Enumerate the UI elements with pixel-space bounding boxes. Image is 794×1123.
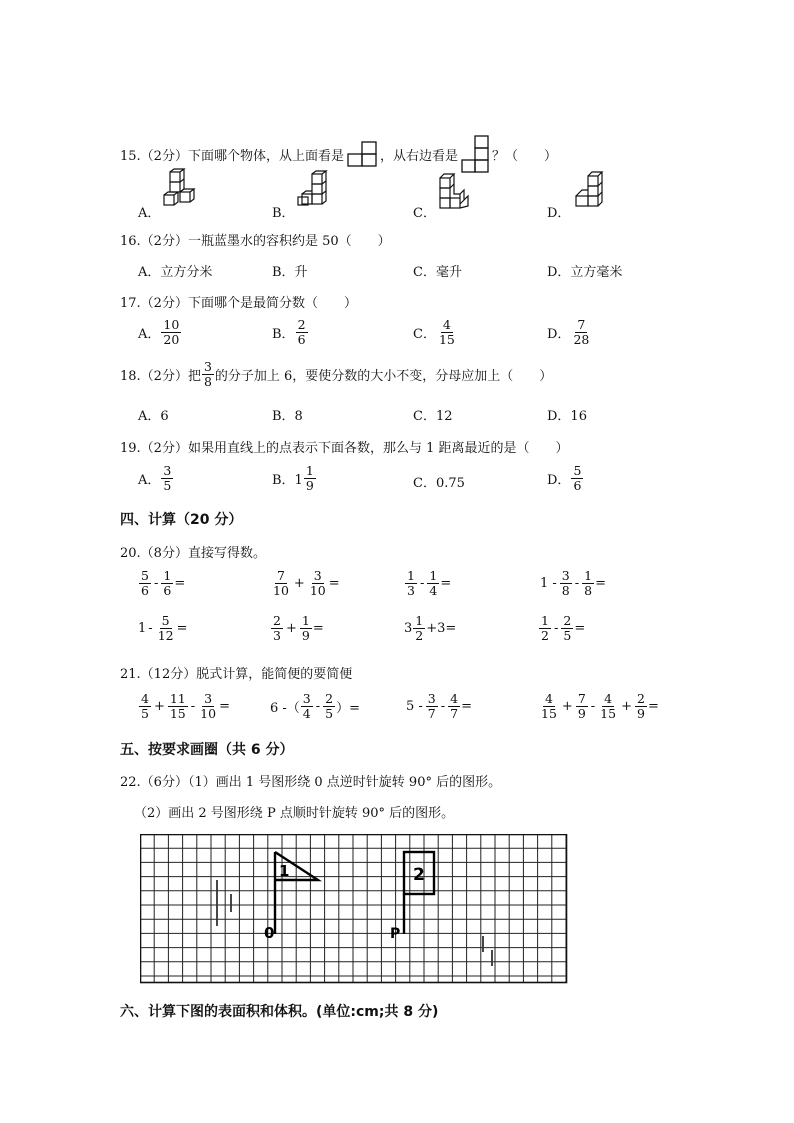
prefix: 1	[138, 621, 147, 636]
q19-option-a-label: A．	[138, 473, 161, 488]
q19-option-d	[547, 464, 584, 493]
prefix: 3	[404, 621, 413, 636]
equals-sign: =	[647, 699, 659, 714]
operator: -	[440, 699, 446, 714]
numerator: 4	[604, 691, 613, 706]
cubes-b-icon	[296, 170, 330, 208]
q16-text: 16.（2分）一瓶蓝墨水的容积约是 50（ ）	[120, 234, 391, 249]
fraction	[168, 692, 188, 721]
numerator: 11	[169, 691, 186, 706]
numerator: 3	[163, 463, 172, 478]
rotation-grid	[140, 834, 568, 984]
fraction	[576, 692, 588, 721]
equals-sign: =	[328, 576, 340, 591]
q17-option-c-label: C．	[413, 327, 436, 342]
fraction	[427, 569, 439, 598]
denominator: 6	[297, 332, 306, 347]
numerator: 3	[427, 691, 436, 706]
fraction	[139, 569, 151, 598]
numerator: 2	[297, 317, 306, 332]
q15-option-c-label: C．	[413, 206, 436, 221]
operator: +	[153, 699, 165, 714]
fraction	[161, 318, 181, 347]
q15-text-b: ，从右边看是	[379, 148, 458, 164]
section-6-heading: 六、计算下图的表面积和体积。(单位:cm;共 8 分)	[120, 1004, 439, 1020]
top-view-icon	[347, 141, 377, 167]
numerator: 3	[302, 691, 311, 706]
q17-option-b-label: B．	[272, 327, 295, 342]
q17-option-a	[138, 318, 182, 347]
q20-text: 20.（8分）直接写得数。	[120, 546, 266, 561]
operator: -	[153, 576, 159, 591]
numerator: 10	[163, 317, 180, 332]
cubes-a-icon	[162, 168, 196, 208]
fraction	[304, 464, 316, 493]
denominator: 2	[415, 628, 424, 643]
suffix: ）=	[336, 701, 361, 716]
suffix: +3=	[426, 621, 457, 636]
equals-sign: =	[219, 699, 230, 714]
denominator: 9	[301, 628, 310, 643]
q17-option-d	[547, 318, 592, 347]
q20-expr-1	[138, 569, 185, 598]
denominator: 15	[541, 706, 557, 721]
denominator: 10	[309, 583, 326, 598]
numerator: 1	[415, 613, 424, 628]
q15-option-b-label: B．	[272, 206, 295, 221]
operator: -	[419, 576, 425, 591]
fraction	[198, 692, 218, 721]
numerator: 3	[313, 568, 322, 583]
q19-option-b	[272, 464, 317, 493]
denominator: 6	[141, 583, 149, 598]
denominator: 7	[427, 706, 436, 721]
fraction	[156, 614, 176, 643]
numerator: 2	[273, 613, 281, 628]
q19-text: 19.（2分）如果用直线上的点表示下面各数，那么与 1 距离最近的是（ ）	[120, 441, 569, 456]
q19-option-c: C．0.75	[413, 476, 465, 491]
denominator: 15	[600, 706, 617, 721]
denominator: 15	[438, 332, 455, 347]
q16-option-d: D．立方毫米	[547, 265, 623, 280]
numerator: 3	[561, 568, 570, 583]
fraction	[308, 569, 328, 598]
denominator: 3	[407, 583, 415, 598]
denominator: 5	[141, 706, 149, 721]
shape-2-label: 2	[413, 865, 425, 885]
equals-sign: =	[461, 699, 473, 714]
right-view-icon	[460, 134, 490, 174]
numerator: 1	[407, 568, 415, 583]
denominator: 9	[577, 706, 586, 721]
denominator: 7	[450, 706, 459, 721]
fraction	[571, 464, 583, 493]
operator: +	[293, 576, 305, 591]
numerator: 2	[636, 691, 645, 706]
q15-text-a: 15.（2分）下面哪个物体，从上面看是	[120, 148, 344, 164]
numerator: 4	[450, 691, 459, 706]
q22-line-1: 22.（6分）（1）画出 1 号图形绕 0 点逆时针旋转 90° 后的图形。	[120, 775, 502, 790]
denominator: 6	[573, 478, 582, 493]
q19-option-b-label: B．1	[272, 473, 303, 488]
fraction	[161, 569, 173, 598]
numerator: 7	[577, 691, 586, 706]
equals-sign: =	[176, 621, 188, 636]
denominator: 3	[273, 628, 281, 643]
q15-text-c: ？（ ）	[491, 148, 557, 164]
fraction	[635, 692, 647, 721]
fraction	[426, 692, 438, 721]
cubes-c-icon	[436, 172, 472, 212]
numerator: 5	[573, 463, 582, 478]
q18-option-b: B．8	[272, 409, 303, 424]
fraction	[202, 360, 214, 389]
point-o-label: 0	[264, 924, 275, 942]
fraction	[301, 692, 313, 721]
numerator: 4	[544, 691, 553, 706]
fraction	[560, 569, 572, 598]
point-p-label: P	[390, 926, 401, 942]
q15-option-d-label: D．	[547, 206, 571, 221]
q20-expr-4	[538, 569, 606, 598]
denominator: 12	[157, 628, 174, 643]
numerator: 1	[163, 568, 172, 583]
operator: -	[590, 699, 596, 714]
denominator: 20	[163, 332, 180, 347]
numerator: 7	[577, 317, 586, 332]
equals-sign: =	[574, 621, 586, 636]
operator: +	[285, 621, 297, 636]
cubes-d-icon	[572, 170, 606, 210]
fraction	[161, 464, 173, 493]
q18-question	[120, 360, 552, 389]
shape-1-label: 1	[279, 862, 290, 880]
q17-text: 17.（2分）下面哪个是最简分数（ ）	[120, 296, 357, 311]
numerator: 1	[584, 568, 593, 583]
denominator: 8	[584, 583, 593, 598]
denominator: 6	[163, 583, 172, 598]
q18-option-d: D．16	[547, 409, 587, 424]
prefix: 6 -（	[270, 701, 300, 716]
q18-post: 的分子加上 6，要使分数的大小不变，分母应加上（ ）	[214, 369, 553, 384]
fraction	[413, 614, 425, 643]
q18-pre: 18.（2分）把	[120, 369, 201, 384]
denominator: 9	[636, 706, 645, 721]
fraction	[405, 569, 417, 598]
denominator: 10	[273, 583, 289, 598]
numerator: 3	[204, 691, 213, 706]
q21-expr-4	[538, 692, 659, 721]
operator: -	[190, 699, 196, 714]
section-4-heading: 四、计算（20 分）	[120, 512, 243, 528]
fraction	[539, 614, 551, 643]
fraction	[271, 569, 291, 598]
equals-sign: =	[595, 576, 607, 591]
fraction	[139, 692, 151, 721]
q18-option-a: A．6	[138, 409, 169, 424]
equals-sign: =	[312, 621, 324, 636]
numerator: 2	[563, 613, 572, 628]
numerator: 4	[442, 317, 451, 332]
q19-option-a	[138, 464, 174, 493]
prefix: 5 -	[406, 699, 423, 714]
numerator: 7	[276, 568, 285, 583]
denominator: 8	[203, 374, 212, 389]
q17-option-b	[272, 318, 309, 347]
q20-expr-5	[138, 614, 188, 643]
q18-option-c: C．12	[413, 409, 453, 424]
fraction	[539, 692, 559, 721]
q21-expr-2	[270, 692, 360, 721]
fraction	[323, 692, 335, 721]
q20-expr-3	[404, 569, 451, 598]
fraction	[448, 692, 460, 721]
denominator: 10	[200, 706, 217, 721]
operator: -	[148, 621, 153, 636]
numerator: 4	[141, 691, 149, 706]
prefix: 1 -	[540, 576, 557, 591]
q22-line-2: （2）画出 2 号图形绕 P 点顺时针旋转 90° 后的图形。	[134, 806, 455, 821]
section-5-heading: 五、按要求画圈（共 6 分）	[120, 742, 294, 758]
fraction	[296, 318, 308, 347]
numerator: 1	[301, 613, 310, 628]
q21-expr-3	[404, 692, 472, 721]
numerator: 1	[305, 463, 314, 478]
fraction	[598, 692, 618, 721]
denominator: 2	[541, 628, 549, 643]
equals-sign: =	[440, 576, 452, 591]
q17-option-c	[413, 318, 458, 347]
denominator: 4	[302, 706, 311, 721]
denominator: 4	[429, 583, 438, 598]
denominator: 5	[325, 706, 334, 721]
q21-text: 21.（12分）脱式计算，能简便的要简便	[120, 667, 353, 682]
q20-expr-7	[404, 614, 456, 643]
fraction	[561, 614, 573, 643]
operator: -	[553, 621, 559, 636]
q20-expr-2	[270, 569, 340, 598]
q20-expr-8	[538, 614, 585, 643]
numerator: 5	[141, 568, 149, 583]
denominator: 15	[169, 706, 186, 721]
fraction	[300, 614, 312, 643]
q20-expr-6	[270, 614, 324, 643]
q16-option-a: A．立方分米	[138, 265, 213, 280]
q16-option-c: C．毫升	[413, 265, 462, 280]
q19-option-d-label: D．	[547, 473, 571, 488]
operator: +	[561, 699, 573, 714]
denominator: 5	[563, 628, 572, 643]
q21-expr-1	[138, 692, 230, 721]
q17-option-a-label: A．	[138, 327, 161, 342]
denominator: 28	[573, 332, 590, 347]
q15-option-a-label: A．	[138, 206, 161, 221]
numerator: 3	[203, 359, 212, 374]
fraction	[582, 569, 594, 598]
fraction	[437, 318, 457, 347]
numerator: 1	[541, 613, 549, 628]
denominator: 8	[561, 583, 570, 598]
operator: -	[315, 699, 321, 714]
numerator: 2	[325, 691, 334, 706]
denominator: 5	[163, 478, 172, 493]
denominator: 9	[305, 478, 314, 493]
q16-option-b: B．升	[272, 265, 308, 280]
fraction	[571, 318, 591, 347]
numerator: 1	[429, 568, 438, 583]
q17-option-d-label: D．	[547, 327, 571, 342]
numerator: 5	[161, 613, 170, 628]
fraction	[271, 614, 283, 643]
equals-sign: =	[174, 576, 186, 591]
operator: -	[574, 576, 580, 591]
operator: +	[621, 699, 632, 714]
